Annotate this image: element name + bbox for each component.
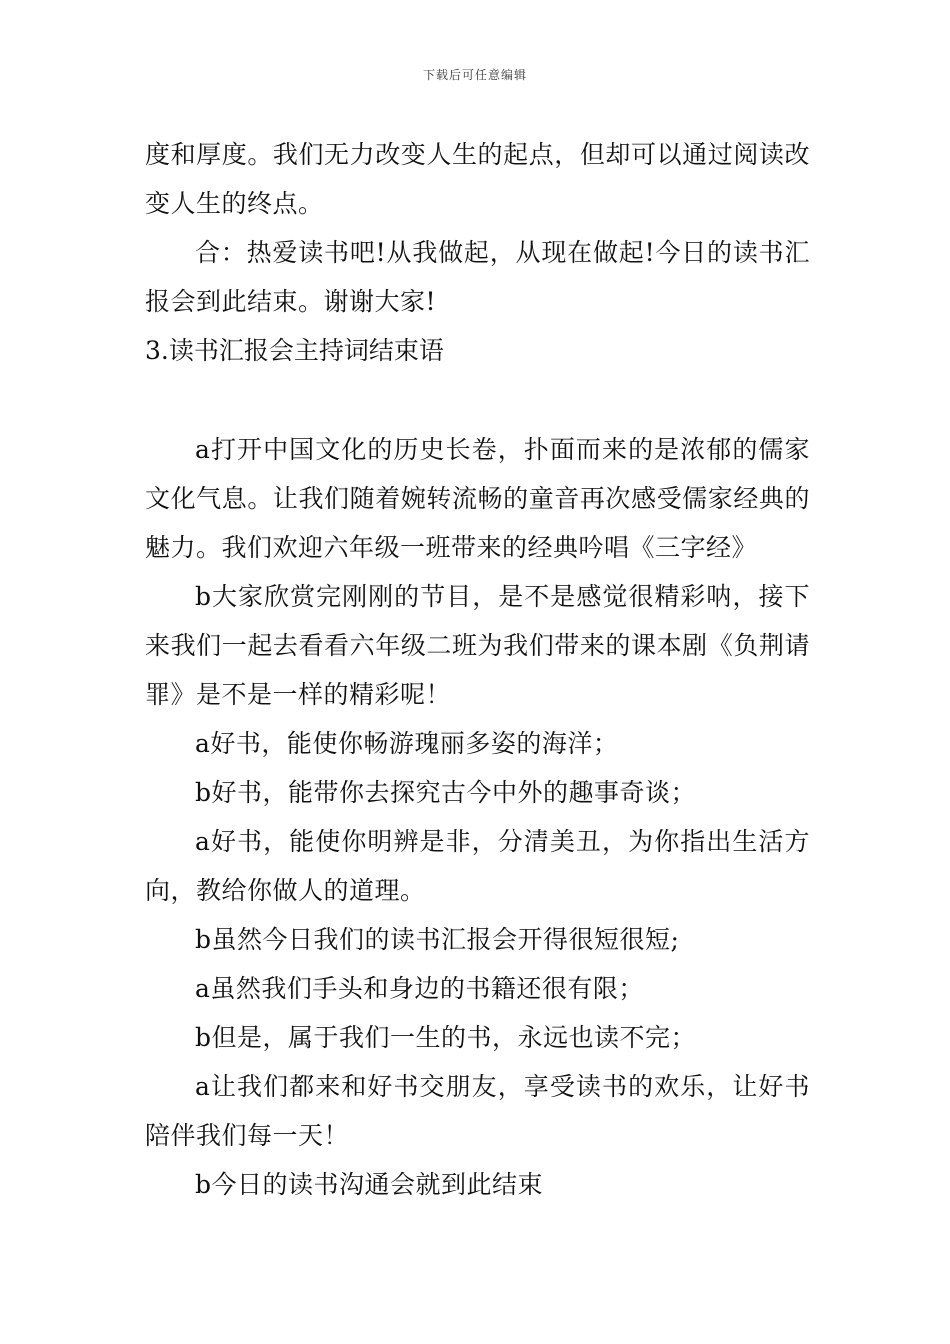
paragraph: b大家欣赏完刚刚的节目，是不是感觉很精彩呐，接下来我们一起去看看六年级二班为我们带来的课本剧《负荆请罪》是不是一样的精彩呢！ — [145, 582, 810, 709]
bottom-section — [145, 425, 810, 1209]
paragraph: a让我们都来和好书交朋友，享受读书的欢乐，让好书陪伴我们每一天！ — [145, 1072, 810, 1150]
paragraph: a好书，能使你畅游瑰丽多姿的海洋； — [195, 729, 619, 758]
paragraph: b虽然今日我们的读书汇报会开得很短很短; — [195, 925, 680, 954]
top-section — [145, 130, 810, 375]
paragraph: a虽然我们手头和身边的书籍还很有限； — [195, 974, 644, 1003]
paragraph: a打开中国文化的历史长卷，扑面而来的是浓郁的儒家文化气息。让我们随着婉转流畅的童音再次感受儒家经典的魅力。我们欢迎六年级一班带来的经典吟唱《三字经》 — [145, 435, 810, 562]
paragraph: b今日的读书沟通会就到此结束 — [195, 1170, 544, 1199]
paragraph: b好书，能带你去探究古今中外的趣事奇谈； — [195, 778, 697, 807]
section-heading: 3.读书汇报会主持词结束语 — [145, 336, 444, 365]
paragraph: b但是，属于我们一生的书，永远也读不完； — [195, 1023, 697, 1052]
paragraph: 度和厚度。我们无力改变人生的起点，但却可以通过阅读改变人生的终点。 — [145, 140, 810, 218]
header-note: 下载后可任意编辑 — [422, 68, 527, 82]
section-gap — [145, 375, 810, 425]
paragraph: a好书，能使你明辨是非，分清美丑，为你指出生活方向，教给你做人的道理。 — [145, 827, 810, 905]
paragraph: 合：热爱读书吧!从我做起，从现在做起!今日的读书汇报会到此结束。谢谢大家! — [145, 238, 810, 316]
document-body — [145, 130, 810, 1209]
